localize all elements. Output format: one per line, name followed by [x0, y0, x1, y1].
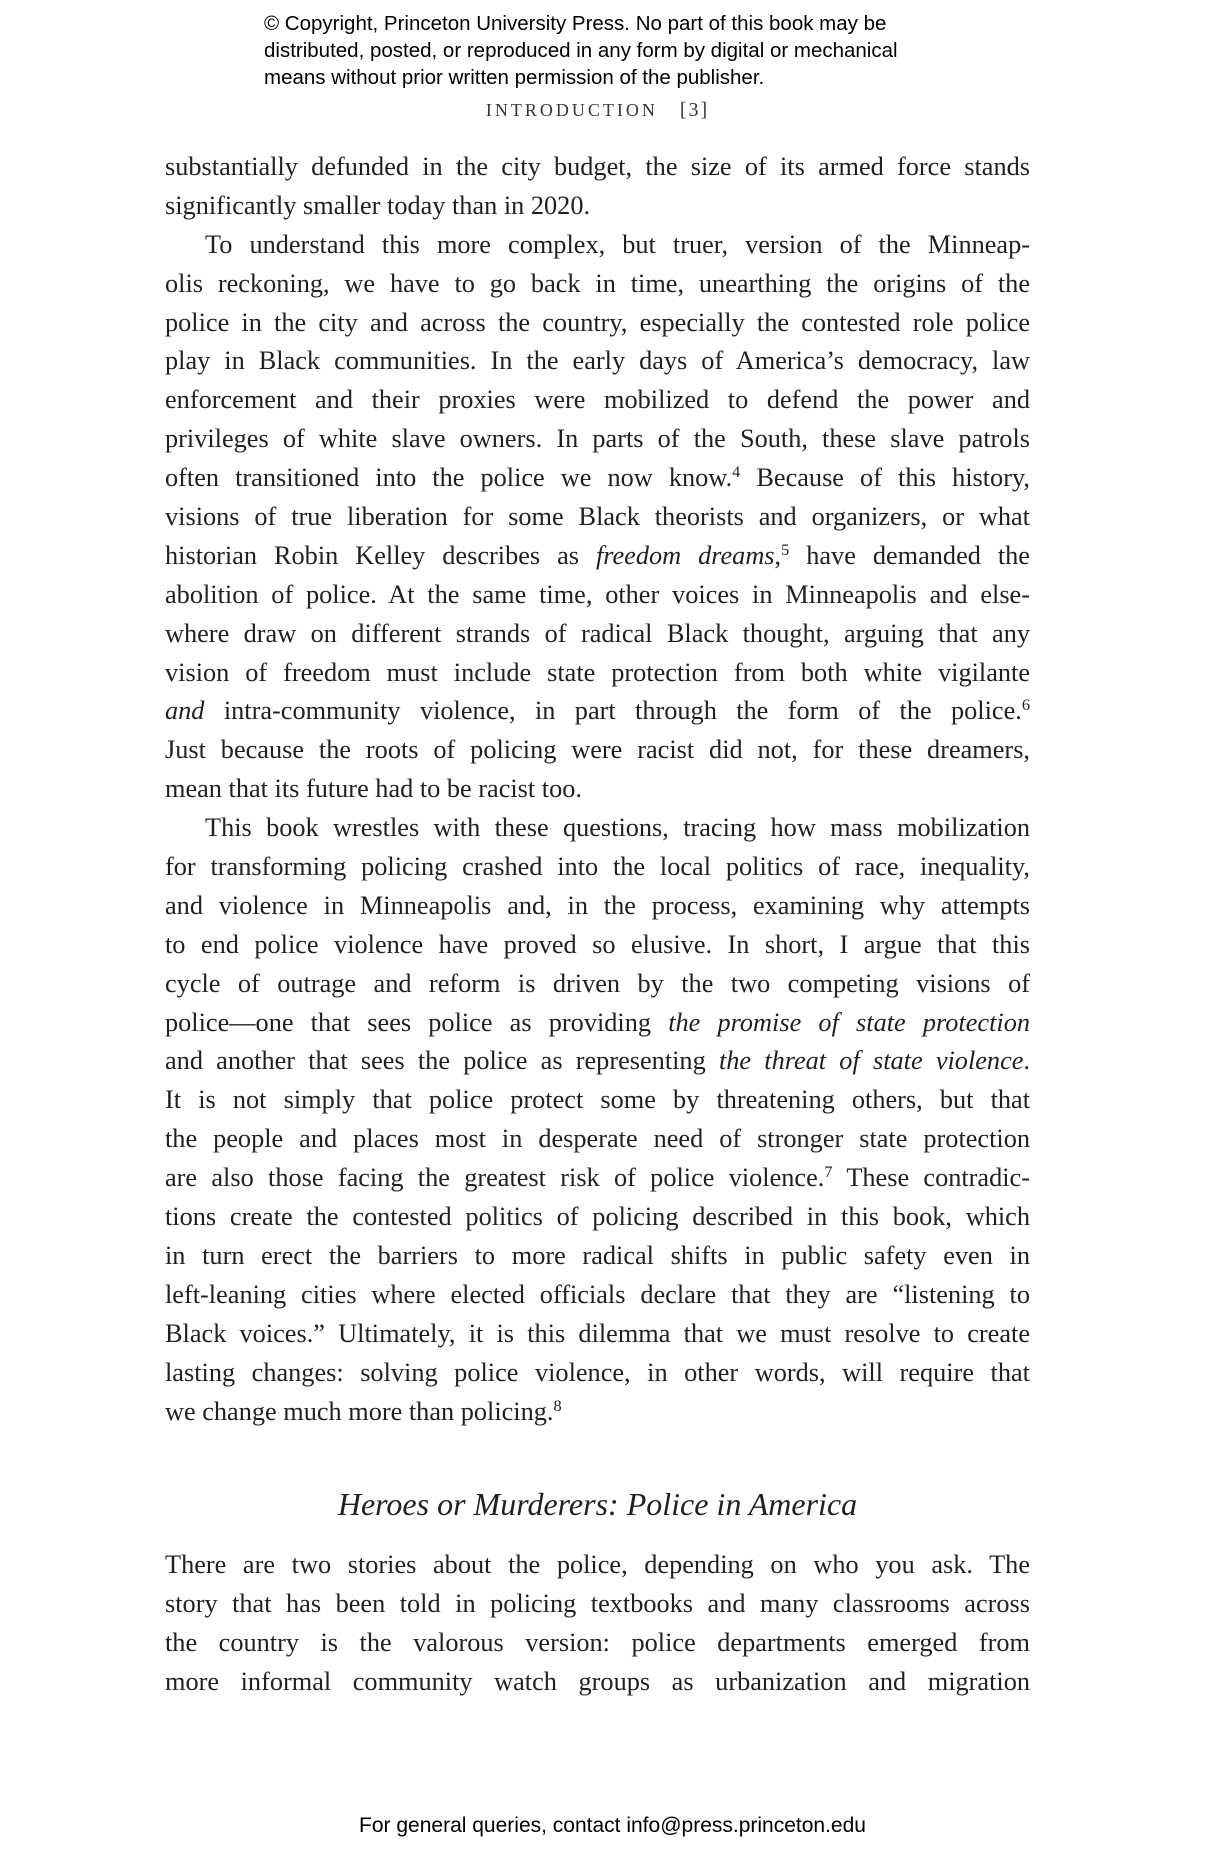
- text-line: and violence in Minneapolis and, in the process, examining why attempts: [165, 890, 1030, 920]
- body-text: [165, 148, 1030, 1431]
- text-line: historian Robin Kelley describes as freedom dreams,$^5$ have demanded the: [165, 539, 1030, 570]
- text-line: tions create the contested politics of policing described in this book, which: [165, 1202, 1030, 1232]
- text-line: in turn erect the barriers to more radical shifts in public safety even in: [165, 1240, 1030, 1270]
- chapter-label: INTRODUCTION: [485, 100, 658, 120]
- text-line: and intra-community violence, in part through the form of the police.$^6$: [165, 695, 1030, 726]
- footer-contact: For general queries, contact info@press.princeton.edu: [359, 1814, 866, 1837]
- copyright-notice: [264, 10, 984, 91]
- text-line: substantially defunded in the city budget, the size of its armed force stands: [165, 152, 1030, 181]
- text-line: This book wrestles with these questions, tracing how mass mobilization: [205, 813, 1030, 843]
- text-line: more informal community watch groups as urbanization and migration: [165, 1666, 1030, 1696]
- text-line: Just because the roots of policing were racist did not, for these dreamers,: [165, 735, 1030, 765]
- copyright-line: © Copyright, Princeton University Press. No part of this book may be: [264, 12, 887, 35]
- text-line: story that has been told in policing textbooks and many classrooms across: [165, 1588, 1030, 1618]
- text-line: privileges of white slave owners. In parts of the South, these slave patrols: [165, 424, 1030, 454]
- footnote-ref[interactable]: 6: [1021, 695, 1030, 715]
- text-line: we change much more than policing.$^8$: [165, 1395, 562, 1426]
- text-line: the people and places most in desperate need of stronger state protection: [165, 1124, 1030, 1154]
- text-line: police—one that sees police as providing the promise of state protection: [165, 1007, 1030, 1037]
- text-line: are also those facing the greatest risk of police violence.$^7$ These contradic-: [165, 1162, 1030, 1193]
- text-line: often transitioned into the police we now know.$^4$ Because of this history,: [165, 462, 1030, 493]
- text-line: enforcement and their proxies were mobilized to defend the power and: [165, 385, 1030, 415]
- copyright-line: means without prior written permission of the publisher.: [264, 66, 765, 89]
- running-head: [165, 99, 1030, 122]
- footnote-ref[interactable]: 8: [553, 1395, 562, 1415]
- section-heading: Heroes or Murderers: Police in America: [337, 1486, 858, 1522]
- text-line: lasting changes: solving police violence, in other words, will require that: [165, 1357, 1030, 1387]
- text-line: and another that sees the police as representing the threat of state violence.: [165, 1046, 1030, 1076]
- text-line: visions of true liberation for some Black theorists and organizers, or what: [165, 502, 1030, 532]
- text-line: to end police violence have proved so elusive. In short, I argue that this: [165, 929, 1030, 959]
- text-line: significantly smaller today than in 2020.: [165, 190, 591, 220]
- text-line: left-leaning cities where elected officials declare that they are “listening to: [165, 1279, 1030, 1309]
- text-line: There are two stories about the police, depending on who you ask. The: [165, 1550, 1030, 1579]
- text-line: cycle of outrage and reform is driven by the two competing visions of: [165, 968, 1030, 998]
- text-line: olis reckoning, we have to go back in time, unearthing the origins of the: [165, 268, 1030, 298]
- body-text-continued: [165, 1546, 1030, 1702]
- footnote-ref[interactable]: 5: [781, 539, 790, 559]
- footnote-ref[interactable]: 4: [732, 462, 741, 482]
- text-line: It is not simply that police protect some by threatening others, but that: [165, 1085, 1030, 1115]
- text-line: where draw on different strands of radical Black thought, arguing that any: [165, 618, 1030, 648]
- text-line: vision of freedom must include state protection from both white vigilante: [165, 657, 1030, 687]
- text-line: the country is the valorous version: police departments emerged from: [165, 1627, 1030, 1657]
- footnote-ref[interactable]: 7: [824, 1162, 833, 1182]
- text-line: play in Black communities. In the early days of America’s democracy, law: [165, 346, 1030, 376]
- page-number: [3]: [679, 99, 710, 121]
- text-line: abolition of police. At the same time, other voices in Minneapolis and else-: [165, 579, 1030, 609]
- text-line: mean that its future had to be racist too.: [165, 774, 582, 804]
- text-line: To understand this more complex, but truer, version of the Minneap-: [205, 229, 1030, 259]
- text-line: Black voices.” Ultimately, it is this dilemma that we must resolve to create: [165, 1318, 1030, 1348]
- text-line: police in the city and across the country, especially the contested role police: [165, 307, 1030, 337]
- copyright-line: distributed, posted, or reproduced in any form by digital or mechanical: [264, 39, 898, 62]
- text-line: for transforming policing crashed into the local politics of race, inequality,: [165, 852, 1030, 882]
